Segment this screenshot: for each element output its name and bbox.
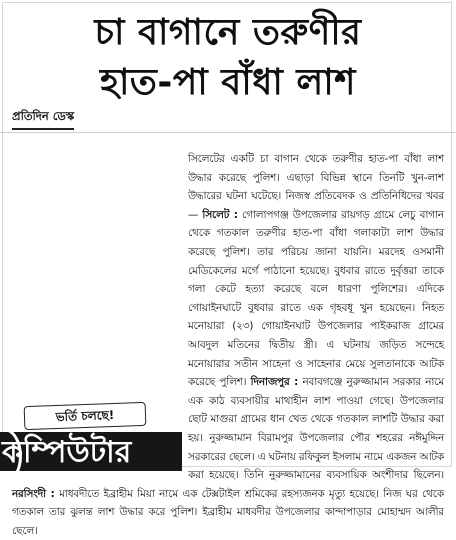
headline (0, 8, 456, 108)
article-dinajpur-text: নবাবগঞ্জে নুরুজ্জামান সরকার নামে এক কাঠ ব্যবসায়ীর মাথাহীন লাশ পাওয়া গেছে। উপজেলার ছোট মাগুরা গ্রামের ধান খেত থেকে গতকাল লাশটি উদ্ধার করা হয়। নুরুজ্জামান বিরামপুর উপজেলার পৌর শহরের নঈমুদ্দিন সরকারের ছেলে। এ ঘটনায় রফিকুল ইসলাম নামে একজন আটক করা হয়েছে। তিনি নুরুজ্জামানের ব্যবসায়িক অংশীদার ছিলেন। (188, 376, 444, 482)
headline-line-2: হাত-পা বাঁধা লাশ (100, 62, 356, 103)
byline-divider (0, 132, 456, 133)
dateline-narsingdi: নরসিংদী : (12, 487, 55, 500)
advertisement (0, 400, 182, 471)
dateline-dinajpur: দিনাজপুর : (250, 376, 299, 389)
ad-brand-text: কম্পিউটার (2, 435, 132, 470)
ad-brand-banner (0, 432, 182, 471)
article-body (12, 150, 444, 540)
article-narsingdi-text: মাধবদীতে ইব্রাহীম মিয়া নামে এক টেক্সটাইল শ্রমিকের রহস্যজনক মৃত্যু হয়েছে। নিজ ঘর থেকে গতকাল তার ঝুলন্ত লাশ উদ্ধার করে পুলিশ। ইব্রাহীম মাধবদীর উপজেলার কান্দাপাড়ার মোহাম্মদ আলীর ছেলে। (12, 487, 444, 537)
headline-line-1: চা বাগানে তরুণীর (94, 12, 362, 53)
byline: প্রতিদিন ডেস্ক (12, 108, 74, 130)
ad-tagline: ভর্তি চলছে! (24, 402, 147, 430)
article-intro: সিলেটের একটি চা বাগান থেকে তরুণীর হাত-পা বাঁধা লাশ উদ্ধার করেছে পুলিশ। এছাড়া বিভিন্ন স্থানে তিনটি খুন-লাশ উদ্ধারের ঘটনা ঘটেছে। নিজস্ব প্রতিবেদক ও প্রতিনিধিদের খবর— (188, 153, 444, 221)
article-sylhet-text: গোলাপগঞ্জ উপজেলার রায়গড় গ্রামে লেচু বাগান থেকে গতকাল তরুণীর হাত-পা বাঁধা গলাকাটা লাশ উদ্ধার করেছে পুলিশ। তার পরিচয় জানা যায়নি। মরদেহ ওসমানী মেডিকেলের মর্গে পাঠানো হয়েছে। বুধবার রাতে দুর্বৃত্তরা তাকে গলা কেটে হত্যা করেছে বলে ধারণা পুলিশের। এদিকে গোয়াইনঘাটে বুধবার রাতে এক গৃহবধূ খুন হয়েছেন। নিহত মনোয়ারা (২৩) গোয়াইনঘাট উপজেলার পাইকরাজ গ্রামের আবদুল মতিনের দ্বিতীয় স্ত্রী। এ ঘটনায় জড়িত সন্দেহে মনোয়ারার সতীন সাহেনা ও সাহেনার মেয়ে সুলতানাকে আটক করেছে পুলিশ। (188, 208, 444, 389)
dateline-sylhet: সিলেট : (202, 208, 238, 221)
